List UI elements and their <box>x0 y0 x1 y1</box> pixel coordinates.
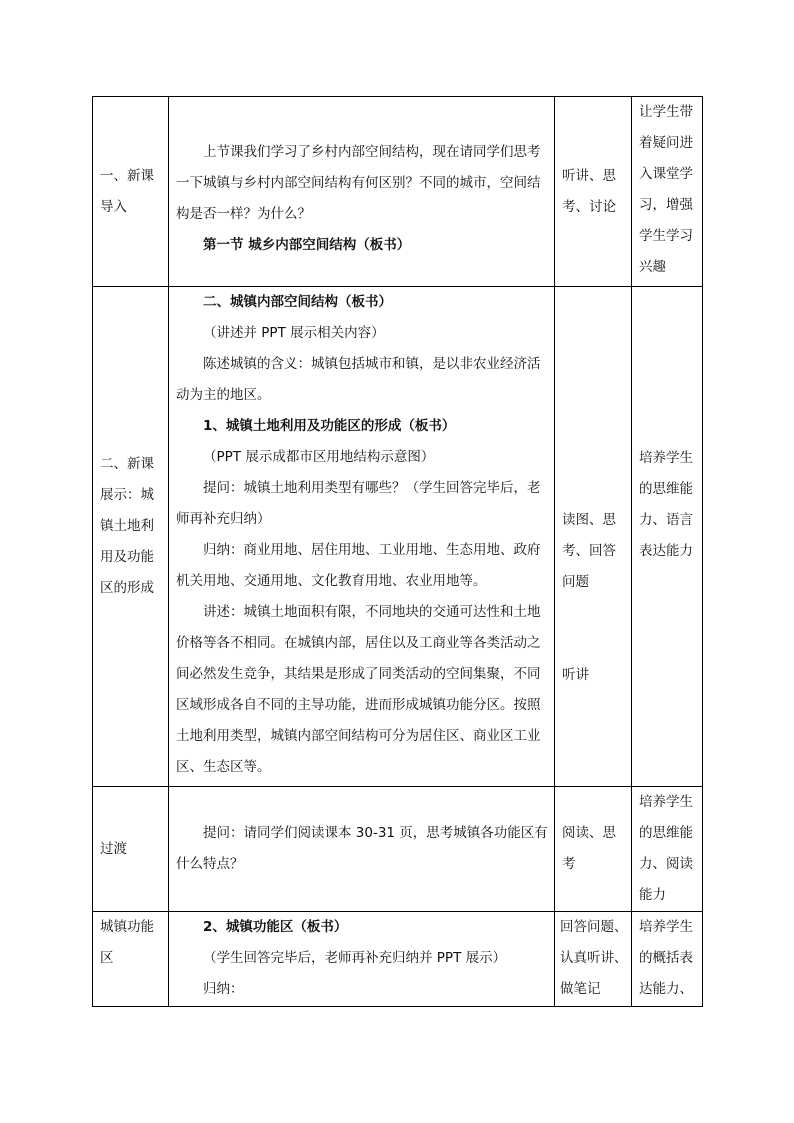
student-activity-cell <box>555 97 632 287</box>
table-row <box>93 287 703 787</box>
stage-text: 过渡 <box>100 840 127 857</box>
content-heading: 1、城镇土地利用及功能区的形成（板书） <box>203 418 456 434</box>
content-cell <box>169 912 555 1007</box>
purpose-cell <box>632 912 703 1007</box>
stage-cell <box>93 97 169 287</box>
purpose-text: 培养学生的思维能力、语言表达能力 <box>639 450 693 559</box>
purpose-text: 让学生带着疑问进入课堂学习，增强学生学习兴趣 <box>639 104 693 275</box>
stage-cell <box>93 787 169 912</box>
content-paragraph: 归纳：商业用地、居住用地、工业用地、生态用地、政府机关用地、交通用地、文化教育用地、农业用地等。 <box>176 542 541 589</box>
content-heading: 2、城镇功能区（板书） <box>203 919 348 935</box>
purpose-cell <box>632 97 703 287</box>
purpose-text: 培养学生的思维能力、阅读能力 <box>639 794 693 903</box>
table-row <box>93 97 703 287</box>
stage-text: 一、新课导入 <box>100 167 154 215</box>
content-paragraph: （PPT 展示成都市区用地结构示意图） <box>203 449 435 465</box>
stage-cell <box>93 912 169 1007</box>
content-cell <box>169 97 555 287</box>
student-activity-cell <box>555 287 632 787</box>
purpose-cell <box>632 287 703 787</box>
student-activity-text: 阅读、思考 <box>562 825 616 872</box>
content-paragraph: 讲述：城镇土地面积有限，不同地块的交通可达性和土地价格等各不相同。在城镇内部，居住以及工商业等各类活动之间必然发生竞争，其结果是形成了同类活动的空间集聚，不同区域形成各自不同的主导功能，进而形成城镇功能分区。按照土地利用类型，城镇内部空间结构可分为居住区、商业区工业区、生态区等。 <box>176 604 541 775</box>
student-activity-text: 回答问题、认真听讲、做笔记 <box>560 919 628 997</box>
purpose-cell <box>632 787 703 912</box>
content-paragraph: 陈述城镇的含义：城镇包括城市和镇，是以非农业经济活动为主的地区。 <box>176 356 541 403</box>
content-paragraph: 提问：城镇土地利用类型有哪些？（学生回答完毕后，老师再补充归纳） <box>176 480 541 527</box>
content-heading: 第一节 城乡内部空间结构（板书） <box>203 236 411 253</box>
table-row <box>93 787 703 912</box>
stage-text: 城镇功能区 <box>100 919 154 966</box>
stage-text: 二、新课展示：城镇土地利用及功能区的形成 <box>100 456 154 596</box>
content-paragraph: 上节课我们学习了乡村内部空间结构，现在请同学们思考一下城镇与乡村内部空间结构有何区别？不同的城市，空间结构是否一样？为什么？ <box>176 143 541 222</box>
student-activity-text: 读图、思考、回答问题 <box>562 512 616 590</box>
content-heading: 二、城镇内部空间结构（板书） <box>203 294 392 310</box>
purpose-text: 培养学生的概括表达能力、 <box>639 919 693 997</box>
content-paragraph: （讲述并 PPT 展示相关内容） <box>203 325 385 341</box>
student-activity-text: 听讲、思考、讨论 <box>562 167 616 215</box>
content-paragraph: 提问：请同学们阅读课本 30-31 页，思考城镇各功能区有什么特点？ <box>176 825 548 872</box>
content-paragraph: （学生回答完毕后，老师再补充归纳并 PPT 展示） <box>203 950 507 966</box>
table-row <box>93 912 703 1007</box>
student-activity-cell <box>555 912 632 1007</box>
stage-cell <box>93 287 169 787</box>
content-paragraph: 归纳： <box>203 981 244 997</box>
content-cell <box>169 287 555 787</box>
student-activity-cell <box>555 787 632 912</box>
lesson-plan-table <box>92 96 703 1007</box>
student-activity-text: 听讲 <box>562 667 589 683</box>
content-cell <box>169 787 555 912</box>
